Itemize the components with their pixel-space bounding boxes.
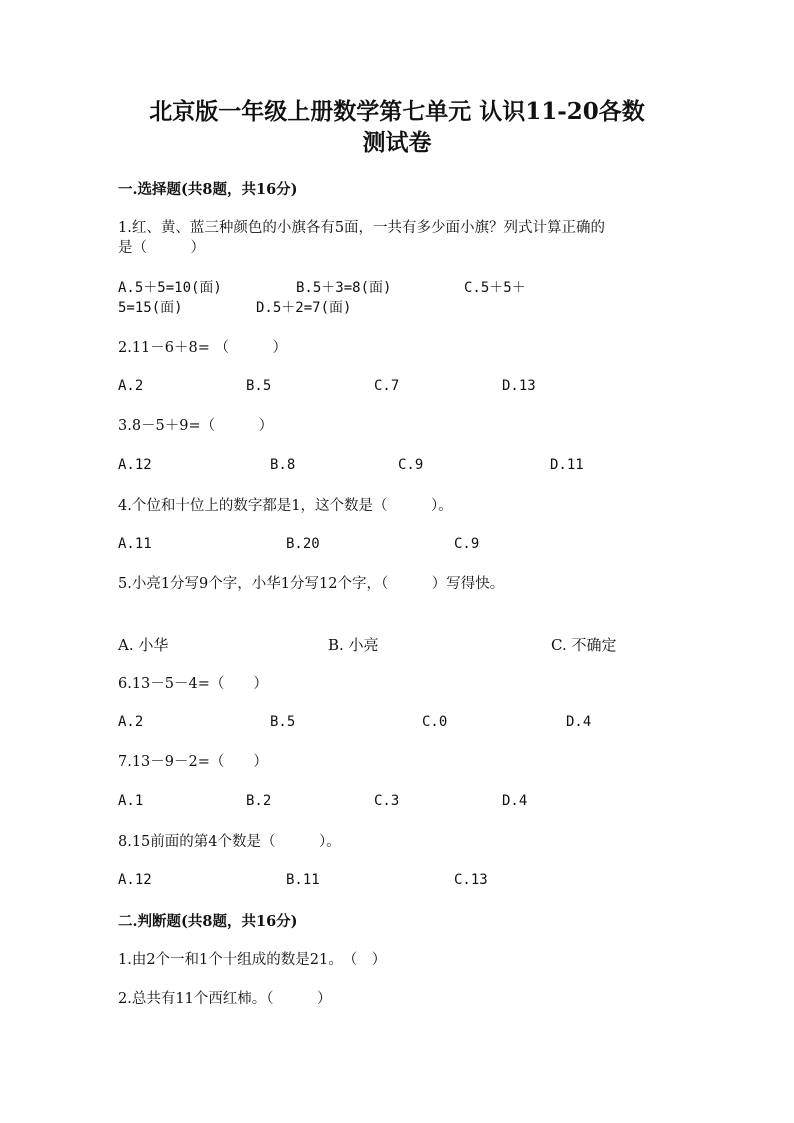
option-b: B.5 bbox=[270, 714, 296, 730]
question-2: 2.11－6＋8= （ ） bbox=[118, 340, 287, 356]
page-title bbox=[100, 96, 694, 158]
option-d: D.4 bbox=[502, 793, 528, 809]
option-d: D.13 bbox=[502, 378, 536, 394]
option-a: A.11 bbox=[118, 536, 152, 552]
option-c: C.13 bbox=[454, 872, 488, 888]
option-b: B.20 bbox=[286, 536, 320, 552]
option-b: B.2 bbox=[246, 793, 272, 809]
title-line-2: 测试卷 bbox=[362, 129, 432, 156]
option-d: D.11 bbox=[550, 457, 584, 473]
question-3: 3.8－5＋9=（ ） bbox=[118, 418, 274, 434]
option-c: C.7 bbox=[374, 378, 400, 394]
judgement-question-2: 2.总共有11个西红柿。（ ） bbox=[118, 991, 332, 1007]
option-b: B.5＋3=8(面) bbox=[296, 280, 392, 296]
option-b: B. 小亮 bbox=[328, 636, 379, 654]
question-4: 4.个位和十位上的数字都是1，这个数是（ ）。 bbox=[118, 498, 453, 514]
option-a: A.2 bbox=[118, 378, 144, 394]
question-1-line-1: 1.红、黄、蓝三种颜色的小旗各有5面，一共有多少面小旗？列式计算正确的 bbox=[118, 220, 606, 236]
option-b: B.8 bbox=[270, 457, 296, 473]
option-b: B.5 bbox=[246, 378, 272, 394]
question-1-options bbox=[118, 278, 526, 318]
option-c: C.5＋5＋ bbox=[464, 280, 526, 296]
option-b: B.11 bbox=[286, 872, 320, 888]
section-heading-judgement: 二.判断题(共8题，共16分) bbox=[118, 913, 298, 930]
question-1 bbox=[118, 218, 605, 258]
option-a: A. 小华 bbox=[118, 636, 169, 654]
option-c: C.0 bbox=[422, 714, 448, 730]
option-c: C.9 bbox=[398, 457, 424, 473]
question-5: 5.小亮1分写9个字，小华1分写12个字，（ ）写得快。 bbox=[118, 576, 505, 592]
option-a: A.12 bbox=[118, 872, 152, 888]
option-a: A.1 bbox=[118, 793, 144, 809]
title-line-1: 北京版一年级上册数学第七单元 认识11-20各数 bbox=[149, 98, 645, 125]
option-c: C. 不确定 bbox=[551, 636, 617, 654]
option-d: D.5＋2=7(面) bbox=[256, 300, 352, 316]
option-a: A.12 bbox=[118, 457, 152, 473]
option-c: C.3 bbox=[374, 793, 400, 809]
question-8: 8.15前面的第4个数是（ ）。 bbox=[118, 834, 341, 850]
section-heading-choice: 一.选择题(共8题，共16分) bbox=[118, 181, 298, 198]
question-6: 6.13－5－4=（ ） bbox=[118, 676, 268, 692]
question-1-line-2: 是（ ） bbox=[118, 240, 205, 256]
option-a: A.5＋5=10(面) bbox=[118, 280, 222, 296]
option-d: D.4 bbox=[566, 714, 592, 730]
option-a: A.2 bbox=[118, 714, 144, 730]
option-c-continued: 5=15(面) bbox=[118, 300, 183, 316]
question-7: 7.13－9－2=（ ） bbox=[118, 754, 268, 770]
judgement-question-1: 1.由2个一和1个十组成的数是21。 （ ） bbox=[118, 952, 387, 968]
option-c: C.9 bbox=[454, 536, 480, 552]
